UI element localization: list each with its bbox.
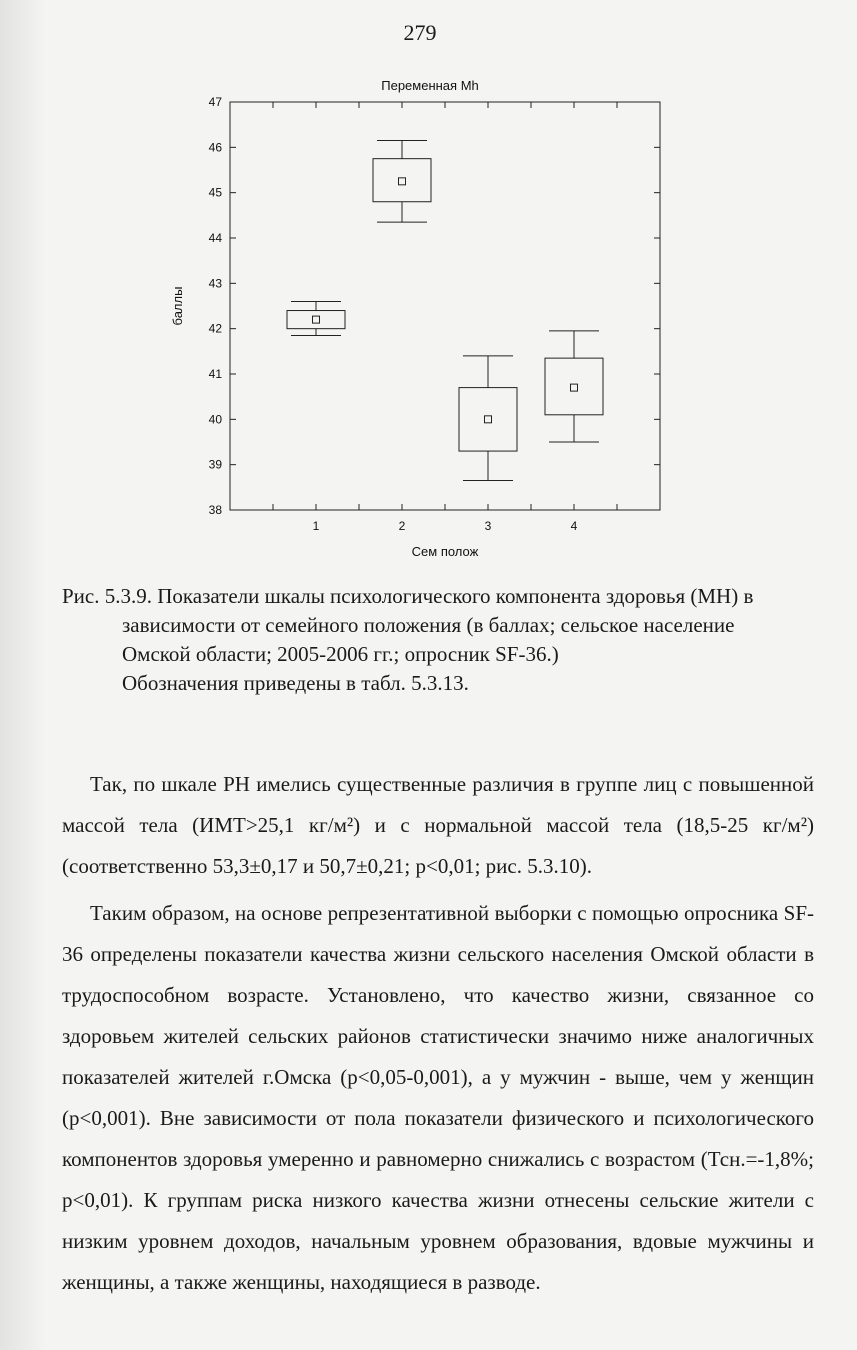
caption-line-1: Рис. 5.3.9. Показатели шкалы психологического компонента здоровья (МН) в bbox=[62, 584, 754, 608]
body-text bbox=[62, 764, 814, 1303]
boxes-group bbox=[287, 141, 603, 481]
box-category-4 bbox=[545, 331, 603, 442]
mean-marker bbox=[313, 316, 320, 323]
y-tick-label-47: 47 bbox=[208, 95, 222, 109]
plot-frame bbox=[230, 102, 660, 510]
y-tick-label-40: 40 bbox=[208, 412, 222, 427]
y-tick-label-42: 42 bbox=[208, 321, 222, 336]
caption-line-3: Омской области; 2005-2006 гг.; опросник SF-36.) bbox=[122, 642, 559, 666]
mean-marker bbox=[399, 178, 406, 185]
x-axis-label: Сем полож bbox=[411, 544, 479, 559]
y-tick-label-38: 38 bbox=[208, 503, 222, 517]
y-tick-label-46: 46 bbox=[208, 140, 222, 155]
x-tick-label-4: 4 bbox=[570, 519, 578, 533]
y-axis bbox=[209, 95, 660, 517]
y-tick-label-39: 39 bbox=[208, 457, 222, 472]
paragraph-2: Таким образом, на основе репрезентативной выборки с помощью опросника SF-36 определены показатели качества жизни сельского населения Омской области в трудоспособном возрасте. Установлено, что качество жизни, связанное со здоровьем жителей сельских районов статистически значимо ниже аналогичных показателей жителей г.Омска (р<0,05-0,001), а у мужчин - выше, чем у женщин (р<0,001). Вне зависимости от пола показатели физического и психологического компонентов здоровья умеренно и равномерно снижались с возрастом (Тсн.=-1,8%; р<0,01). К группам риска низкого качества жизни отнесены сельские жители с низким уровнем доходов, начальным уровнем образования, вдовые мужчины и женщины, а также женщины, находящиеся в разводе. bbox=[62, 901, 814, 1294]
x-tick-label-3: 3 bbox=[484, 519, 492, 533]
y-tick-label-41: 41 bbox=[208, 367, 222, 381]
x-tick-label-1: 1 bbox=[312, 519, 320, 533]
caption-line-4: Обозначения приведены в табл. 5.3.13. bbox=[122, 671, 469, 695]
boxplot-chart bbox=[160, 76, 680, 566]
scan-edge-shadow bbox=[0, 0, 46, 1350]
y-tick-label-43: 43 bbox=[208, 276, 222, 291]
mean-marker bbox=[485, 416, 492, 423]
caption-line-2: зависимости от семейного положения (в баллах; сельское население bbox=[122, 613, 735, 637]
y-axis-label: баллы bbox=[170, 286, 185, 326]
box-category-3 bbox=[459, 356, 517, 481]
figure-caption bbox=[62, 582, 822, 698]
box-category-2 bbox=[373, 141, 431, 223]
paragraph-1: Так, по шкале РН имелись существенные различия в группе лиц с повышенной массой тела (ИМТ>25,1 кг/м²) и с нормальной массой тела (18,5-25 кг/м²) (соответственно 53,3±0,17 и 50,7±0,21; р<0,01; рис. 5.3.10). bbox=[62, 772, 814, 878]
mean-marker bbox=[571, 384, 578, 391]
chart-title: Переменная Mh bbox=[381, 78, 479, 93]
x-tick-label-2: 2 bbox=[398, 519, 406, 533]
page-number: 279 bbox=[403, 20, 437, 45]
box-category-1 bbox=[287, 301, 345, 335]
y-tick-label-45: 45 bbox=[208, 185, 222, 200]
y-tick-label-44: 44 bbox=[208, 231, 222, 245]
